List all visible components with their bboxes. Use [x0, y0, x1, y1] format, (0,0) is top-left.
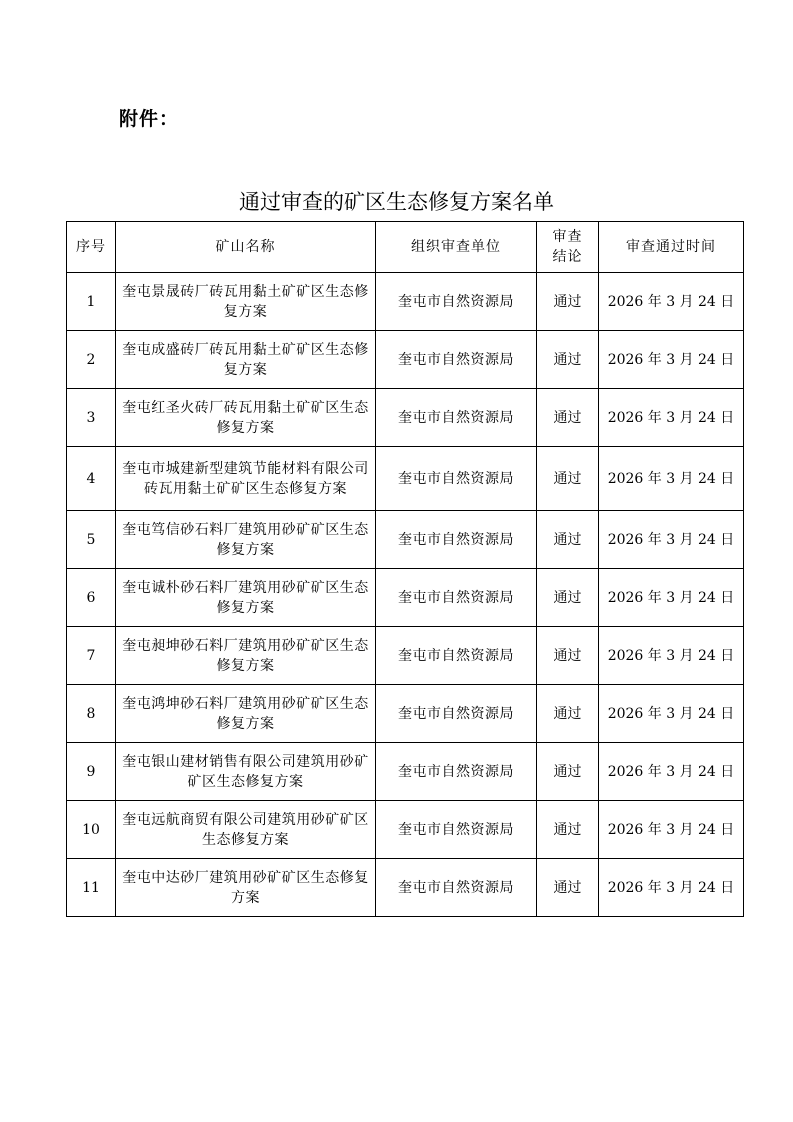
cell-org: 奎屯市自然资源局: [376, 801, 537, 859]
cell-conclusion: 通过: [537, 447, 599, 511]
table-row: [67, 743, 744, 801]
table-row: [67, 273, 744, 331]
table-body: [67, 273, 744, 917]
cell-date: 2026 年 3 月 24 日: [599, 859, 744, 917]
cell-org: 奎屯市自然资源局: [376, 627, 537, 685]
cell-conclusion: 通过: [537, 859, 599, 917]
table-row: [67, 801, 744, 859]
cell-date: 2026 年 3 月 24 日: [599, 511, 744, 569]
cell-conclusion: 通过: [537, 627, 599, 685]
cell-conclusion: 通过: [537, 511, 599, 569]
header-time: 审查通过时间: [599, 222, 744, 273]
cell-conclusion: 通过: [537, 569, 599, 627]
cell-conclusion: 通过: [537, 743, 599, 801]
cell-mine-name: 奎屯中达砂厂建筑用砂矿矿区生态修复方案: [116, 859, 376, 917]
cell-conclusion: 通过: [537, 331, 599, 389]
cell-conclusion: 通过: [537, 273, 599, 331]
cell-mine-name: 奎屯昶坤砂石料厂建筑用砂矿矿区生态修复方案: [116, 627, 376, 685]
cell-date: 2026 年 3 月 24 日: [599, 743, 744, 801]
cell-seq: 4: [67, 447, 116, 511]
cell-org: 奎屯市自然资源局: [376, 447, 537, 511]
cell-date: 2026 年 3 月 24 日: [599, 685, 744, 743]
cell-mine-name: 奎屯红圣火砖厂砖瓦用黏土矿矿区生态修复方案: [116, 389, 376, 447]
table-row: [67, 627, 744, 685]
table-row: [67, 389, 744, 447]
cell-org: 奎屯市自然资源局: [376, 859, 537, 917]
cell-seq: 6: [67, 569, 116, 627]
table-row: [67, 569, 744, 627]
cell-org: 奎屯市自然资源局: [376, 273, 537, 331]
cell-seq: 1: [67, 273, 116, 331]
header-mine-name: 矿山名称: [116, 222, 376, 273]
cell-mine-name: 奎屯鸿坤砂石料厂建筑用砂矿矿区生态修复方案: [116, 685, 376, 743]
cell-seq: 10: [67, 801, 116, 859]
cell-conclusion: 通过: [537, 389, 599, 447]
table-row: [67, 511, 744, 569]
cell-mine-name: 奎屯景晟砖厂砖瓦用黏土矿矿区生态修复方案: [116, 273, 376, 331]
cell-org: 奎屯市自然资源局: [376, 389, 537, 447]
table-row: [67, 331, 744, 389]
cell-conclusion: 通过: [537, 801, 599, 859]
cell-mine-name: 奎屯市城建新型建筑节能材料有限公司砖瓦用黏土矿矿区生态修复方案: [116, 447, 376, 511]
cell-org: 奎屯市自然资源局: [376, 331, 537, 389]
cell-seq: 3: [67, 389, 116, 447]
cell-seq: 5: [67, 511, 116, 569]
table-row: [67, 685, 744, 743]
cell-seq: 9: [67, 743, 116, 801]
header-seq: 序号: [67, 222, 116, 273]
cell-mine-name: 奎屯银山建材销售有限公司建筑用砂矿矿区生态修复方案: [116, 743, 376, 801]
cell-conclusion: 通过: [537, 685, 599, 743]
cell-date: 2026 年 3 月 24 日: [599, 569, 744, 627]
document-title: 通过审查的矿区生态修复方案名单: [239, 190, 554, 214]
table-row: [67, 447, 744, 511]
review-results-table: [66, 221, 744, 917]
header-org: 组织审查单位: [376, 222, 537, 273]
cell-date: 2026 年 3 月 24 日: [599, 801, 744, 859]
cell-date: 2026 年 3 月 24 日: [599, 447, 744, 511]
cell-mine-name: 奎屯成盛砖厂砖瓦用黏土矿矿区生态修复方案: [116, 331, 376, 389]
cell-org: 奎屯市自然资源局: [376, 685, 537, 743]
table-row: [67, 859, 744, 917]
cell-date: 2026 年 3 月 24 日: [599, 389, 744, 447]
cell-org: 奎屯市自然资源局: [376, 511, 537, 569]
attachment-label: 附件：: [119, 108, 180, 130]
cell-date: 2026 年 3 月 24 日: [599, 627, 744, 685]
cell-seq: 7: [67, 627, 116, 685]
cell-date: 2026 年 3 月 24 日: [599, 331, 744, 389]
header-conclusion: 审查结论: [537, 222, 599, 273]
cell-mine-name: 奎屯远航商贸有限公司建筑用砂矿矿区生态修复方案: [116, 801, 376, 859]
cell-seq: 11: [67, 859, 116, 917]
cell-seq: 2: [67, 331, 116, 389]
cell-date: 2026 年 3 月 24 日: [599, 273, 744, 331]
cell-org: 奎屯市自然资源局: [376, 569, 537, 627]
cell-org: 奎屯市自然资源局: [376, 743, 537, 801]
table-header-row: [67, 222, 744, 273]
cell-mine-name: 奎屯诚朴砂石料厂建筑用砂矿矿区生态修复方案: [116, 569, 376, 627]
cell-mine-name: 奎屯笃信砂石料厂建筑用砂矿矿区生态修复方案: [116, 511, 376, 569]
cell-seq: 8: [67, 685, 116, 743]
